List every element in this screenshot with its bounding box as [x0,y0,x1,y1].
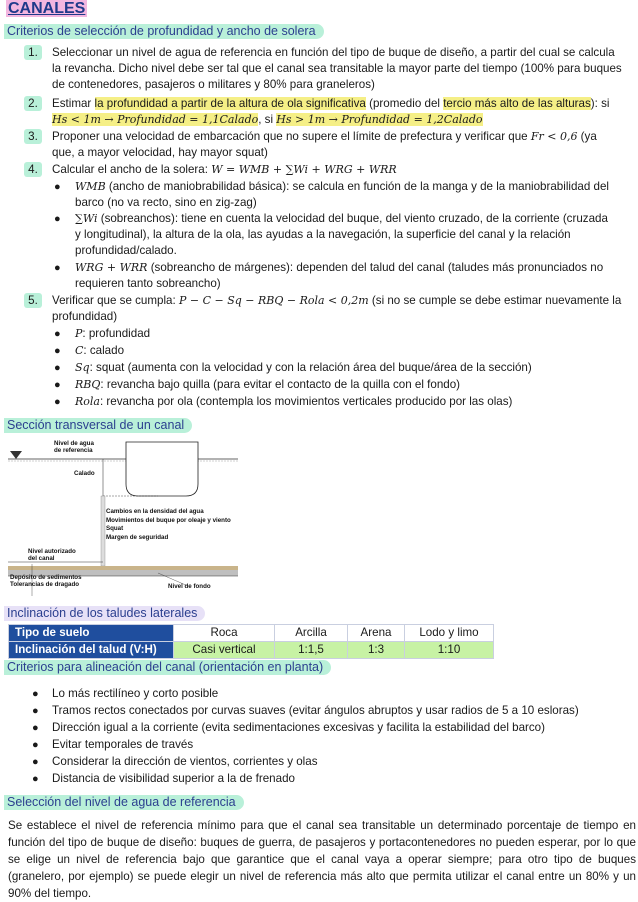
item-3-line: que, a mayor velocidad, hay mayor squat) [52,146,268,159]
sub5-text: : calado [83,344,125,357]
item-2-sep: , si [258,113,277,126]
symbol-wi: ∑Wi [75,212,98,225]
bullet-icon: ● [32,756,39,768]
table-cell: Casi vertical [174,642,275,659]
symbol-wmb: WMB [75,180,106,193]
label-nivel-fondo: Nivel de fondo [168,583,211,590]
sub5-text: : revancha por ola (contempla los movimientos verticales producido por las olas) [99,395,513,408]
list-item: Tramos rectos conectados por curvas suaves (evitar ángulos abruptos y usar radios de 5 a 10 esloras) [52,704,579,717]
symbol-rbq: RBQ [75,378,101,391]
sub4-line: (sobreancho de márgenes): dependen del talud del canal (taludes más pronunciados no [147,261,604,274]
table-cell: Tipo de suelo [9,625,174,642]
item-2-pre: Estimar [52,97,95,110]
highlight-tercio-alto: tercio más alto de las alturas [443,97,591,110]
item-number-4: 4. [24,162,42,177]
bullet-icon: ● [54,362,61,374]
label-deposito: Depósito de sedimentos Tolerancias de dragado [10,574,82,588]
symbol-p: P [75,327,83,340]
page-title: CANALES [8,0,86,17]
sub4-item [75,260,636,292]
heading-seccion: Sección transversal de un canal [4,418,192,433]
table-cell: 1:10 [405,642,494,659]
sub4-line: y longitudinal), la altura de la ola, las ayudas a la navegación, la superficie del canal y la relación [75,228,571,241]
sub4-line: barco (no va recto, sino en zig-zag) [75,196,257,209]
heading-criterios: Criterios de selección de profundidad y ancho de solera [4,24,324,39]
table-row [9,625,494,642]
item-5-text [52,293,636,325]
table-cell: Inclinación del talud (V:H) [9,642,174,659]
list-item: Considerar la dirección de vientos, corrientes y olas [52,755,318,768]
formula-profundidad-2: Hs > 1m → Profundidad = 1,2Calado [276,113,483,126]
bullet-icon: ● [32,705,39,717]
item-5-pre: Verificar que se cumpla: [52,294,179,307]
bullet-icon: ● [54,345,61,357]
item-1-line: Seleccionar un nivel de agua de referencia en función del tipo de buque de diseño, a partir del cual se calcula [52,46,615,59]
item-number-5: 5. [24,293,42,308]
label-calado: Calado [74,470,95,477]
table-cell: Roca [174,625,275,642]
list-item: Lo más rectilíneo y corto posible [52,687,219,700]
heading-nivel: Selección del nivel de agua de referencia [4,795,244,810]
item-1-line: de contenedores, pasajeros o militares y 80% para graneleros) [52,78,375,91]
table-row [9,642,494,659]
taludes-table [8,624,494,659]
bullet-icon: ● [54,213,61,225]
item-3-post: (ya [577,130,597,143]
table-cell: Arcilla [275,625,348,642]
bullet-icon: ● [32,773,39,785]
sub5-item [75,343,636,359]
formula-froude: Fr < 0,6 [530,130,578,143]
sub5-item [75,394,636,410]
bullet-icon: ● [54,262,61,274]
label-nivel-agua: Nivel de agua de referencia [54,440,94,454]
item-3-text [52,129,636,161]
bullet-icon: ● [32,739,39,751]
bullet-icon: ● [32,688,39,700]
sub5-text: : revancha bajo quilla (para evitar el contacto de la quilla con el fondo) [100,378,461,391]
label-nivel-autorizado: Nivel autorizado del canal [28,548,76,562]
bullet-icon: ● [54,181,61,193]
symbol-wrg-wrr: WRG + WRR [75,261,148,274]
heading-taludes: Inclinación de los taludes laterales [4,606,205,621]
symbol-c: C [75,344,84,357]
item-1-text [52,45,636,93]
list-item: Distancia de visibilidad superior a la de frenado [52,772,295,785]
item-2-post: ): si [590,97,610,110]
sub4-item [75,179,636,211]
sub4-line: (ancho de maniobrabilidad básica): se calcula en función de la manga y de la maniobrabilidad del [105,180,610,193]
bullet-icon: ● [32,722,39,734]
item-4-text [52,162,636,178]
symbol-rola: Rola [75,395,100,408]
bullet-icon: ● [54,328,61,340]
item-1-line: la revancha. Dicho nivel debe ser tal que el canal sea transitable la mayor parte del tiempo (100% para buques [52,62,622,75]
table-cell: 1:1,5 [275,642,348,659]
paragraph-nivel: Se establece el nivel de referencia mínimo para que el canal sea transitable un determinado porcentaje de tiempo en función del tipo de buque de diseño: buques de guerra, de pasajeros y portacontenedores no pueden esperar, por lo que se elige un nivel de referencia bajo que garantice que el canal vaya a operar siempre; para otro tipo de buques (granelero, por ejemplo) se puede elegir un nivel de referencia más alto que permita utilizar el canal entre un 80% y un 90% del tiempo. [8,819,636,900]
sub5-item [75,377,636,393]
sub5-text: : squat (aumenta con la velocidad y con la relación área del buque/área de la sección) [89,361,532,374]
sub5-item [75,326,636,342]
label-cambios: Cambios en la densidad del agua Movimientos del buque por oleaje y viento Squat Margen de seguridad [106,508,231,541]
sub4-item [75,211,636,259]
list-item: Dirección igual a la corriente (evita sedimentaciones excesivas y facilita la estabilidad del barco) [52,721,545,734]
highlight-ola-significativa: la profundidad a partir de la altura de ola significativa [94,97,366,110]
item-number-3: 3. [24,129,42,144]
formula-profundidad-1: Hs < 1m → Profundidad = 1,1Calado [52,113,259,126]
table-cell: Lodo y limo [405,625,494,642]
symbol-sq: Sq [75,361,90,374]
item-5-post: (si no se cumple se debe estimar nuevamente la [368,294,622,307]
bullet-icon: ● [54,379,61,391]
item-2-text [52,96,636,128]
table-cell: Arena [348,625,405,642]
formula-ancho-solera: W = WMB + ∑Wi + WRG + WRR [211,163,397,176]
item-5-line: profundidad) [52,310,118,323]
item-2-mid: (promedio del [365,97,444,110]
item-4-pre: Calcular el ancho de la solera: [52,163,212,176]
sub5-text: : profundidad [82,327,151,340]
sub5-item [75,360,636,376]
formula-verificacion: P − C − Sq − RBQ − Rola < 0,2m [178,294,369,307]
sub4-line: (sobreanchos): tiene en cuenta la velocidad del buque, del viento cruzado, de la corriente (cruzada [97,212,608,225]
canal-cross-section-diagram [8,436,238,598]
list-item: Evitar temporales de través [52,738,194,751]
item-3-pre: Proponer una velocidad de embarcación que no supere el límite de prefectura y verificar que [52,130,531,143]
table-cell: 1:3 [348,642,405,659]
item-number-1: 1. [24,45,42,60]
sub4-line: profundidad/calado. [75,244,177,257]
heading-alineacion: Criterios para alineación del canal (orientación en planta) [4,660,331,675]
sub4-line: requieren tanto sobreancho) [75,277,221,290]
item-number-2: 2. [24,96,42,111]
bullet-icon: ● [54,396,61,408]
